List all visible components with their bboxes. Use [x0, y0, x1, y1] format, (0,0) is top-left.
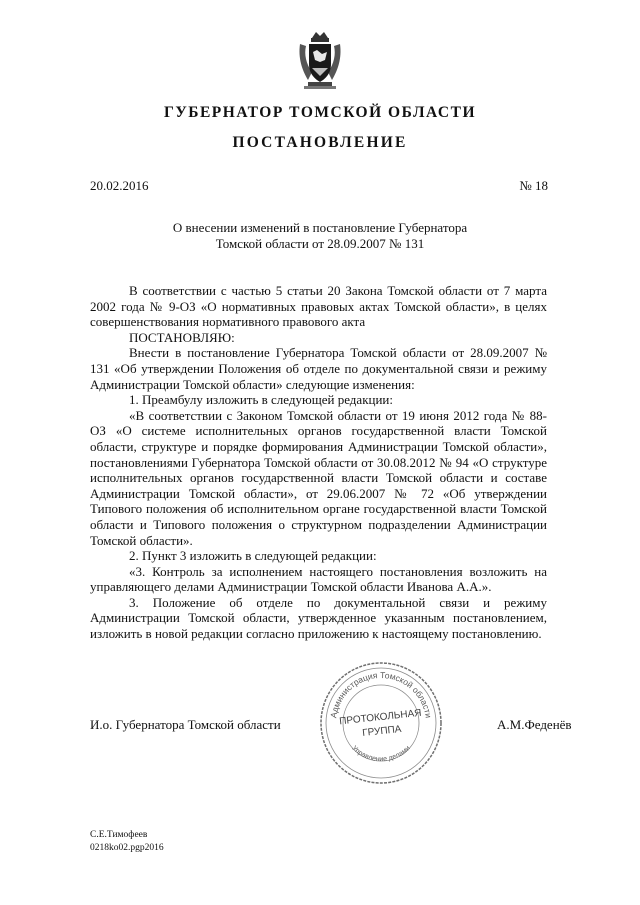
- coat-of-arms-emblem: [298, 28, 342, 92]
- decree-body: [90, 283, 547, 642]
- signatory-position: И.о. Губернатора Томской области: [90, 717, 281, 732]
- item-3-text: 3. Положение об отделе по документальной связи и режиму Администрации Томской области, утвержденное указанным постановлением, изложить в новой редакции согласно приложению к настоящему постановлению.: [90, 594, 547, 642]
- document-date: 20.02.2016: [90, 178, 149, 193]
- stamp-ring-text: Администрация Томской области: [328, 669, 434, 719]
- signatory-name: А.М.Феденёв: [497, 717, 572, 732]
- preamble-paragraph: В соответствии с частью 5 статьи 20 Закона Томской области от 7 марта 2002 года № 9-ОЗ «О нормативных правовых актах Томской области», в целях совершенствования нормативного правового акта: [90, 283, 547, 330]
- stamp-center-line-2: ГРУППА: [361, 723, 402, 739]
- decree-keyword: ПОСТАНОВЛЯЮ:: [129, 329, 235, 345]
- file-reference: 0218ko02.pgp2016: [90, 843, 164, 853]
- subject-line-1: О внесении изменений в постановление Губернатора: [172, 220, 468, 235]
- document-type-heading: ПОСТАНОВЛЕНИЕ: [232, 134, 408, 151]
- official-stamp: [318, 660, 444, 786]
- amendment-intro-paragraph: Внести в постановление Губернатора Томской области от 28.09.2007 № 131 «Об утверждении Положения об отделе по документальной связи и режиму Администрации Томской области» следующие изменения:: [90, 345, 547, 392]
- stamp-center-line-1: ПРОТОКОЛЬНАЯ: [338, 707, 423, 728]
- item-2-heading: 2. Пункт 3 изложить в следующей редакции:: [129, 548, 377, 564]
- item-1-text: «В соответствии с Законом Томской области от 19 июня 2012 года № 88-ОЗ «О системе исполнительных органов государственной власти Томской области, структуре и порядке формирования Администрации Томской области», постановлениями Губернатора Томской области от 30.08.2012 № 94 «О структуре исполнительных органов государственной власти Томской области и составе Администрации Томской области», от 29.06.2007 № 72 «Об утверждении Типового положения об исполнительном органе государственной власти Томской области и Типового положения о структурном подразделении Администрации Томской области».: [90, 407, 547, 548]
- item-1-heading: 1. Преамбулу изложить в следующей редакции:: [129, 392, 393, 408]
- executor-name: С.Е.Тимофеев: [90, 830, 148, 840]
- item-2-text: «3. Контроль за исполнением настоящего постановления возложить на управляющего делами Администрации Томской области Иванова А.А.».: [90, 563, 547, 595]
- stamp-bottom-text: Управление делами: [350, 744, 412, 764]
- subject-line-2: Томской области от 28.09.2007 № 131: [215, 236, 425, 251]
- document-authority-title: ГУБЕРНАТОР ТОМСКОЙ ОБЛАСТИ: [163, 104, 477, 121]
- document-number: № 18: [519, 178, 548, 193]
